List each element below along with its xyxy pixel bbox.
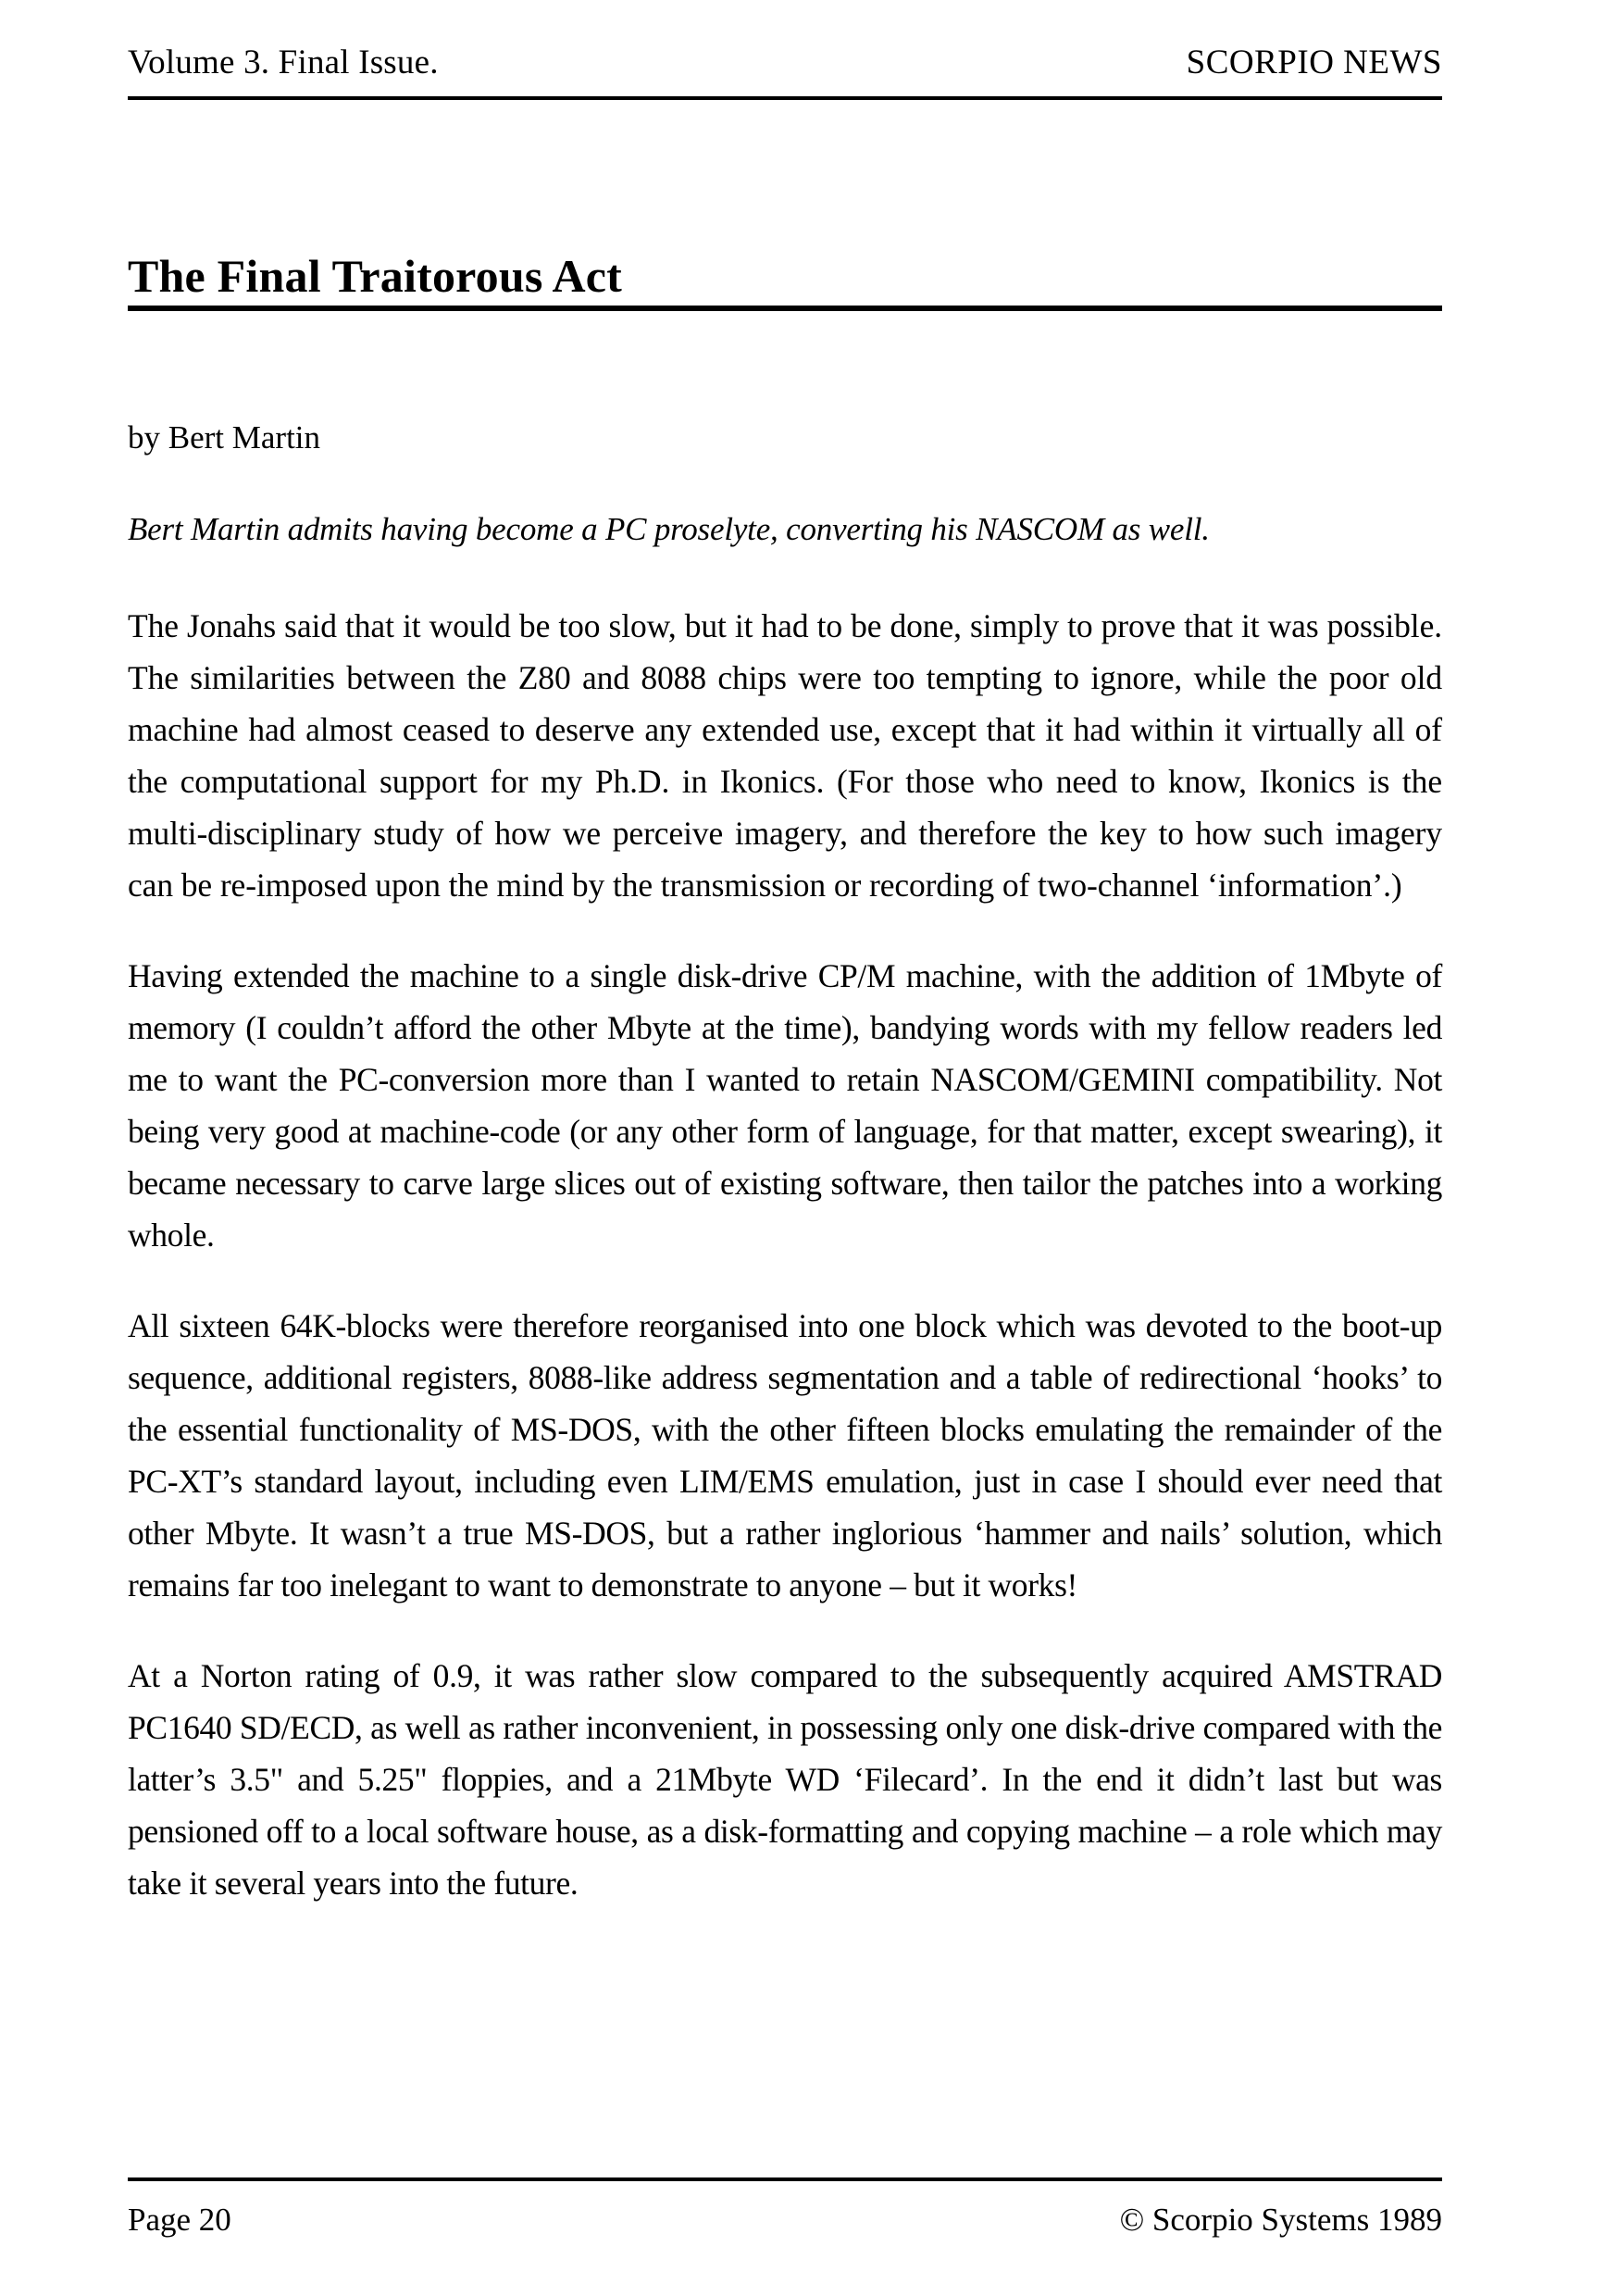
page-number: Page 20: [128, 2202, 231, 2238]
header-rule: [128, 96, 1442, 100]
page-footer: [128, 2202, 1442, 2239]
body-paragraph: All sixteen 64K-blocks were therefore reorganised into one block which was devoted to the boot-up sequence, additional registers, 8088-like address segmentation and a table of redirectional ‘hooks’ to the essential functionality of MS-DOS, with the other fifteen blocks emulating the remainder of the PC-XT’s standard layout, including even LIM/EMS emulation, just in case I should ever need that other Mbyte. It wasn’t a true MS-DOS, but a rather inglorious ‘hammer and nails’ solution, which remains far too inelegant to want to demonstrate to anyone – but it works!: [128, 1307, 1442, 1603]
article-standfirst: Bert Martin admits having become a PC proselyte, converting his NASCOM as well.: [128, 511, 1210, 547]
running-head: [128, 43, 1442, 82]
copyright-notice: © Scorpio Systems 1989: [1119, 2202, 1442, 2238]
body-paragraph: At a Norton rating of 0.9, it was rather slow compared to the subsequently acquired AMSTRAD PC1640 SD/ECD, as well as rather inconvenient, in possessing only one disk-drive compared with the latter’s 3.5" and 5.25" floppies, and a 21Mbyte WD ‘Filecard’. In the end it didn’t last but was pensioned off to a local software house, as a disk-formatting and copying machine – a role which may take it several years into the future.: [128, 1657, 1442, 1902]
article-body: [128, 600, 1442, 1909]
article-byline: by Bert Martin: [128, 419, 321, 455]
article-title: The Final Traitorous Act: [128, 249, 622, 302]
body-paragraph: The Jonahs said that it would be too slow, but it had to be done, simply to prove that it was possible. The similarities between the Z80 and 8088 chips were too tempting to ignore, while the poor old machine had almost ceased to deserve any extended use, except that it had within it virtually all of the computational support for my Ph.D. in Ikonics. (For those who need to know, Ikonics is the multi-disciplinary study of how we perceive imagery, and therefore the key to how such imagery can be re-imposed upon the mind by the transmission or recording of two-channel ‘information’.): [128, 607, 1442, 904]
footer-rule: [128, 2177, 1442, 2181]
body-paragraph: Having extended the machine to a single disk-drive CP/M machine, with the addition of 1Mbyte of memory (I couldn’t afford the other Mbyte at the time), bandying words with my fellow readers led me to want the PC-conversion more than I wanted to retain NASCOM/GEMINI compatibility. Not being very good at machine-code (or any other form of language, for that matter, except swearing), it became necessary to carve large slices out of existing software, then tailor the patches into a working whole.: [128, 957, 1442, 1254]
running-head-volume: Volume 3. Final Issue.: [128, 44, 439, 81]
title-rule: [128, 306, 1442, 311]
running-head-publication: SCORPIO NEWS: [1186, 44, 1442, 81]
